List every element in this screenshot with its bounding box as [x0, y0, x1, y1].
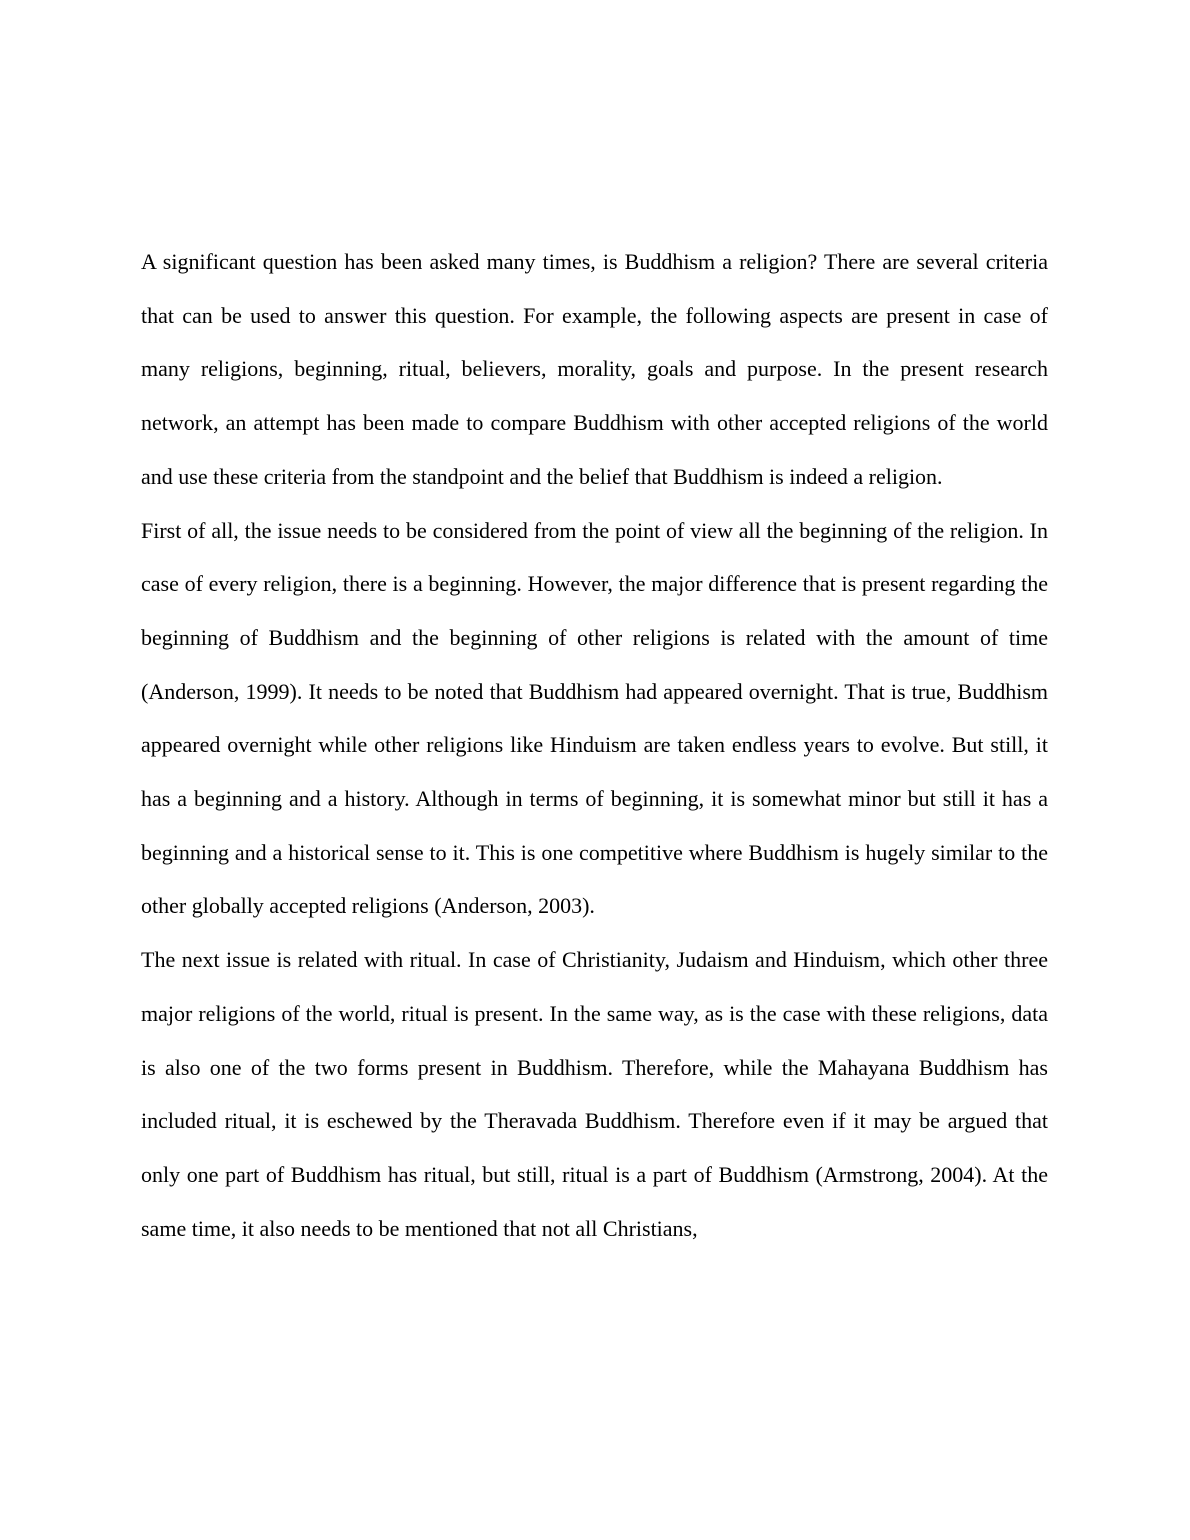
document-body: [141, 235, 1048, 1255]
paragraph-intro: A significant question has been asked many times, is Buddhism a religion? There are several criteria that can be used to answer this question. For example, the following aspects are present in case of many religions, beginning, ritual, believers, morality, goals and purpose. In the present research network, an attempt has been made to compare Buddhism with other accepted religions of the world and use these criteria from the standpoint and the belief that Buddhism is indeed a religion.: [141, 249, 1048, 489]
paragraph-beginning: First of all, the issue needs to be considered from the point of view all the beginning of the religion. In case of every religion, there is a beginning. However, the major difference that is present regarding the beginning of Buddhism and the beginning of other religions is related with the amount of time (Anderson, 1999). It needs to be noted that Buddhism had appeared overnight. That is true, Buddhism appeared overnight while other religions like Hinduism are taken endless years to evolve. But still, it has a beginning and a history. Although in terms of beginning, it is somewhat minor but still it has a beginning and a historical sense to it. This is one competitive where Buddhism is hugely similar to the other globally accepted religions (Anderson, 2003).: [141, 517, 1048, 919]
paragraph-ritual: The next issue is related with ritual. In case of Christianity, Judaism and Hinduism, which other three major religions of the world, ritual is present. In the same way, as is the case with these religions, data is also one of the two forms present in Buddhism. Therefore, while the Mahayana Buddhism has included ritual, it is eschewed by the Theravada Buddhism. Therefore even if it may be argued that only one part of Buddhism has ritual, but still, ritual is a part of Buddhism (Armstrong, 2004). At the same time, it also needs to be mentioned that not all Christians,: [141, 947, 1048, 1241]
